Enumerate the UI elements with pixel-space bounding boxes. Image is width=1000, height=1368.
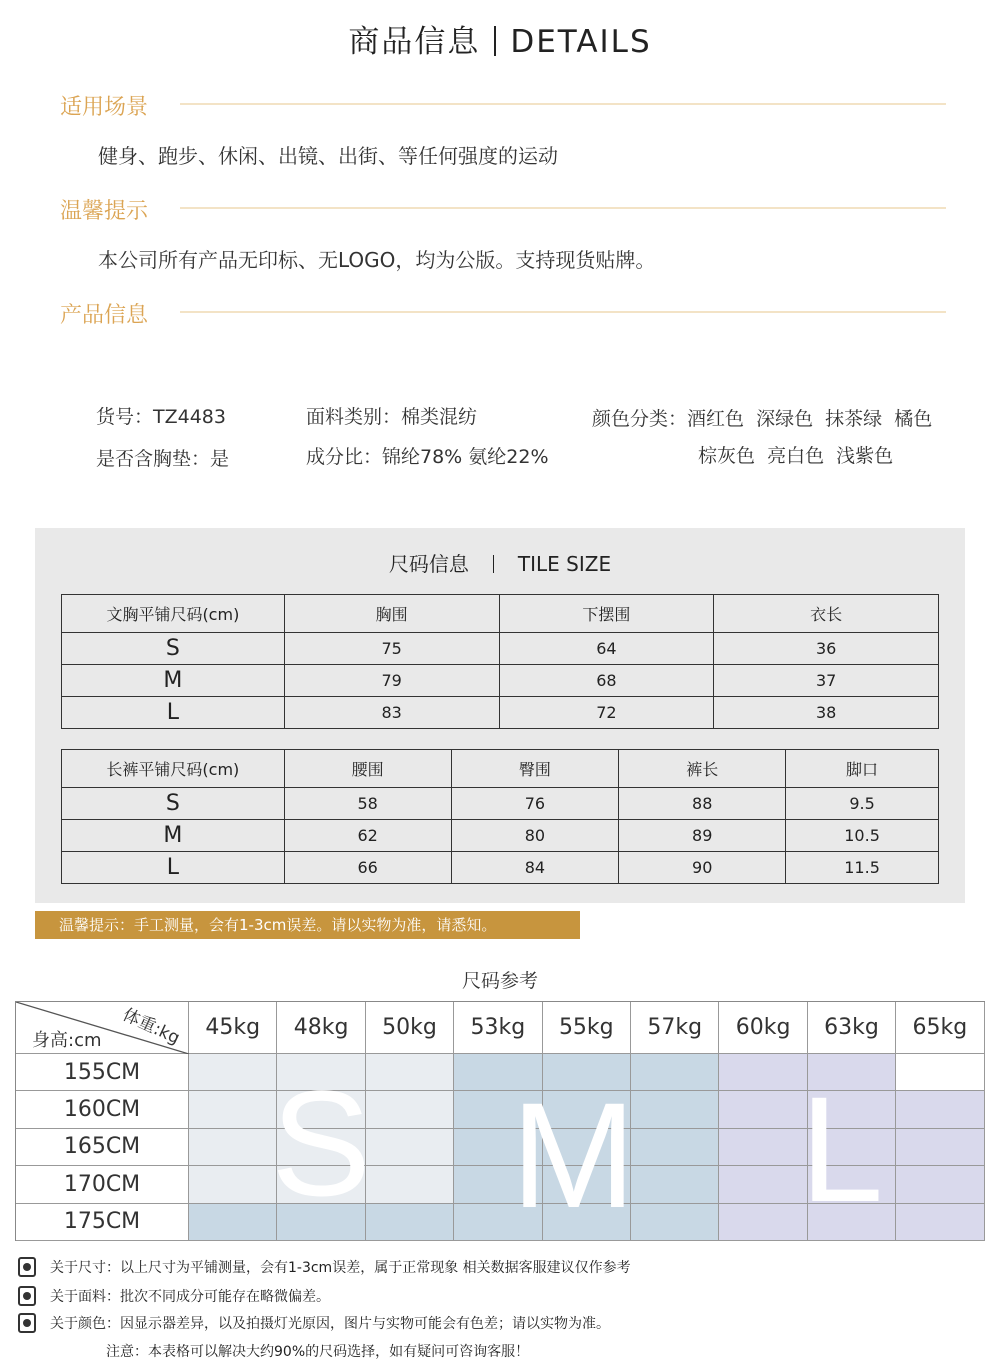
size-cell-S	[366, 1054, 454, 1091]
table-cell: 9.5	[786, 788, 939, 820]
title-cn: 商品信息	[348, 24, 481, 60]
column-header: 衣长	[714, 595, 939, 633]
size-cell-S	[366, 1166, 454, 1203]
size-cell-S	[189, 1054, 277, 1091]
weight-header: 65kg	[896, 1002, 984, 1054]
title-divider	[494, 26, 496, 56]
size-cell-S	[366, 1091, 454, 1128]
table-cell: 36	[714, 633, 939, 665]
weight-header: 53kg	[454, 1002, 542, 1054]
table-cell: 75	[284, 633, 499, 665]
divider	[180, 103, 946, 105]
table-cell: 58	[284, 788, 451, 820]
size-label: L	[62, 697, 285, 729]
size-reference-grid	[15, 1001, 985, 1241]
size-cell-M	[366, 1204, 454, 1241]
section-heading-product: 产品信息	[60, 303, 149, 328]
table-row	[62, 852, 939, 884]
height-axis-label: 身高:cm	[32, 1030, 102, 1051]
size-cell-M	[631, 1204, 719, 1241]
grid-corner	[16, 1002, 189, 1054]
ratio-info: 成分比：锦纶78% 氨纶22%	[306, 446, 549, 468]
table-header-row	[62, 595, 939, 633]
size-cell-M	[631, 1091, 719, 1128]
size-cell-L	[719, 1129, 807, 1166]
size-title-en: TILE SIZE	[517, 552, 612, 576]
column-header: 脚口	[786, 750, 939, 788]
section-heading-usage: 适用场景	[60, 95, 149, 120]
footer-note: 注意：本表格可以解决大约90%的尺码选择，如有疑问可咨询客服！	[106, 1344, 530, 1360]
colors-info-2: 棕灰色 亮白色 浅紫色	[698, 445, 894, 467]
note-text: 关于面料：批次不同成分可能存在略微偏差。	[50, 1289, 330, 1305]
column-header: 下摆围	[499, 595, 714, 633]
reference-title: 尺码参考	[461, 970, 538, 992]
note-item	[18, 1286, 330, 1306]
size-cell-M	[631, 1166, 719, 1203]
table-cell: 84	[451, 852, 619, 884]
title-divider	[493, 555, 494, 573]
table-header-row	[62, 750, 939, 788]
size-cell-L	[719, 1204, 807, 1241]
size-cell-M	[189, 1204, 277, 1241]
height-label: 175CM	[16, 1204, 189, 1241]
size-cell-empty	[896, 1054, 984, 1091]
table-row	[62, 788, 939, 820]
table-cell: 11.5	[786, 852, 939, 884]
weight-header: 63kg	[808, 1002, 896, 1054]
divider	[180, 311, 946, 313]
bullet-icon	[18, 1257, 36, 1277]
column-header: 腰围	[284, 750, 451, 788]
height-label: 165CM	[16, 1129, 189, 1166]
size-cell-L	[719, 1166, 807, 1203]
size-label: L	[62, 852, 285, 884]
warning-banner: 温馨提示：手工测量，会有1-3cm误差。请以实物为准，请悉知。	[35, 911, 580, 939]
table-cell: 64	[499, 633, 714, 665]
column-header: 裤长	[619, 750, 786, 788]
weight-header: 45kg	[189, 1002, 277, 1054]
size-cell-L	[719, 1091, 807, 1128]
size-cell-S	[189, 1129, 277, 1166]
weight-header: 55kg	[543, 1002, 631, 1054]
colors-info: 颜色分类：酒红色 深绿色 抹茶绿 橘色	[592, 408, 933, 430]
size-letter-L: L	[800, 1065, 884, 1233]
height-label: 160CM	[16, 1091, 189, 1128]
size-panel	[35, 528, 965, 903]
table-cell: 83	[284, 697, 499, 729]
table-cell: 62	[284, 820, 451, 852]
page-title	[0, 16, 1000, 61]
size-letter-S: S	[271, 1059, 372, 1227]
table-cell: 68	[499, 665, 714, 697]
weight-axis-label: 体重:kg	[119, 1004, 183, 1049]
bullet-icon	[18, 1313, 36, 1333]
size-label: S	[62, 633, 285, 665]
size-cell-M	[631, 1054, 719, 1091]
weight-header: 50kg	[366, 1002, 454, 1054]
column-header: 胸围	[284, 595, 499, 633]
sku: 货号：TZ4483	[96, 406, 226, 428]
size-cell-L	[896, 1129, 984, 1166]
note-text: 关于尺寸：以上尺寸为平铺测量，会有1-3cm误差，属于正常现象 相关数据客服建议仅作参考	[50, 1260, 631, 1276]
table-row	[62, 633, 939, 665]
size-panel-title	[35, 548, 965, 577]
usage-text: 健身、跑步、休闲、出镜、出街、等任何强度的运动	[98, 144, 558, 168]
size-label: M	[62, 820, 285, 852]
note-item	[18, 1257, 631, 1277]
table-row	[62, 665, 939, 697]
weight-header: 57kg	[631, 1002, 719, 1054]
note-item	[18, 1313, 610, 1333]
column-header: 文胸平铺尺码(cm)	[62, 595, 285, 633]
size-label: S	[62, 788, 285, 820]
table-cell: 76	[451, 788, 619, 820]
weight-header: 60kg	[719, 1002, 807, 1054]
size-cell-L	[896, 1166, 984, 1203]
note-text: 关于颜色：因显示器差异，以及拍摄灯光原因，图片与实物可能会有色差；请以实物为准。	[50, 1316, 610, 1332]
size-cell-S	[366, 1129, 454, 1166]
size-label: M	[62, 665, 285, 697]
size-cell-L	[896, 1204, 984, 1241]
section-heading-tips: 温馨提示	[60, 199, 149, 224]
size-cell-S	[189, 1091, 277, 1128]
table-cell: 80	[451, 820, 619, 852]
column-header: 臀围	[451, 750, 619, 788]
divider	[180, 207, 946, 209]
column-header: 长裤平铺尺码(cm)	[62, 750, 285, 788]
table-cell: 79	[284, 665, 499, 697]
table-cell: 66	[284, 852, 451, 884]
size-cell-M	[631, 1129, 719, 1166]
padding-info: 是否含胸垫：是	[96, 448, 230, 470]
table-cell: 89	[619, 820, 786, 852]
bullet-icon	[18, 1286, 36, 1306]
table-row	[62, 697, 939, 729]
table-cell: 72	[499, 697, 714, 729]
size-cell-L	[719, 1054, 807, 1091]
bra-size-table	[61, 594, 939, 729]
table-row	[62, 820, 939, 852]
tips-text: 本公司所有产品无印标、无LOGO，均为公版。支持现货贴牌。	[98, 248, 656, 272]
table-cell: 10.5	[786, 820, 939, 852]
pants-size-table	[61, 749, 939, 884]
fabric-info: 面料类别：棉类混纺	[306, 406, 478, 428]
table-cell: 90	[619, 852, 786, 884]
height-label: 170CM	[16, 1166, 189, 1203]
size-letter-M: M	[511, 1071, 636, 1239]
weight-header: 48kg	[277, 1002, 365, 1054]
table-cell: 38	[714, 697, 939, 729]
height-label: 155CM	[16, 1054, 189, 1091]
size-cell-L	[896, 1091, 984, 1128]
title-en: DETAILS	[510, 24, 652, 60]
table-cell: 88	[619, 788, 786, 820]
size-cell-S	[189, 1166, 277, 1203]
size-title-cn: 尺码信息	[388, 552, 469, 576]
table-cell: 37	[714, 665, 939, 697]
